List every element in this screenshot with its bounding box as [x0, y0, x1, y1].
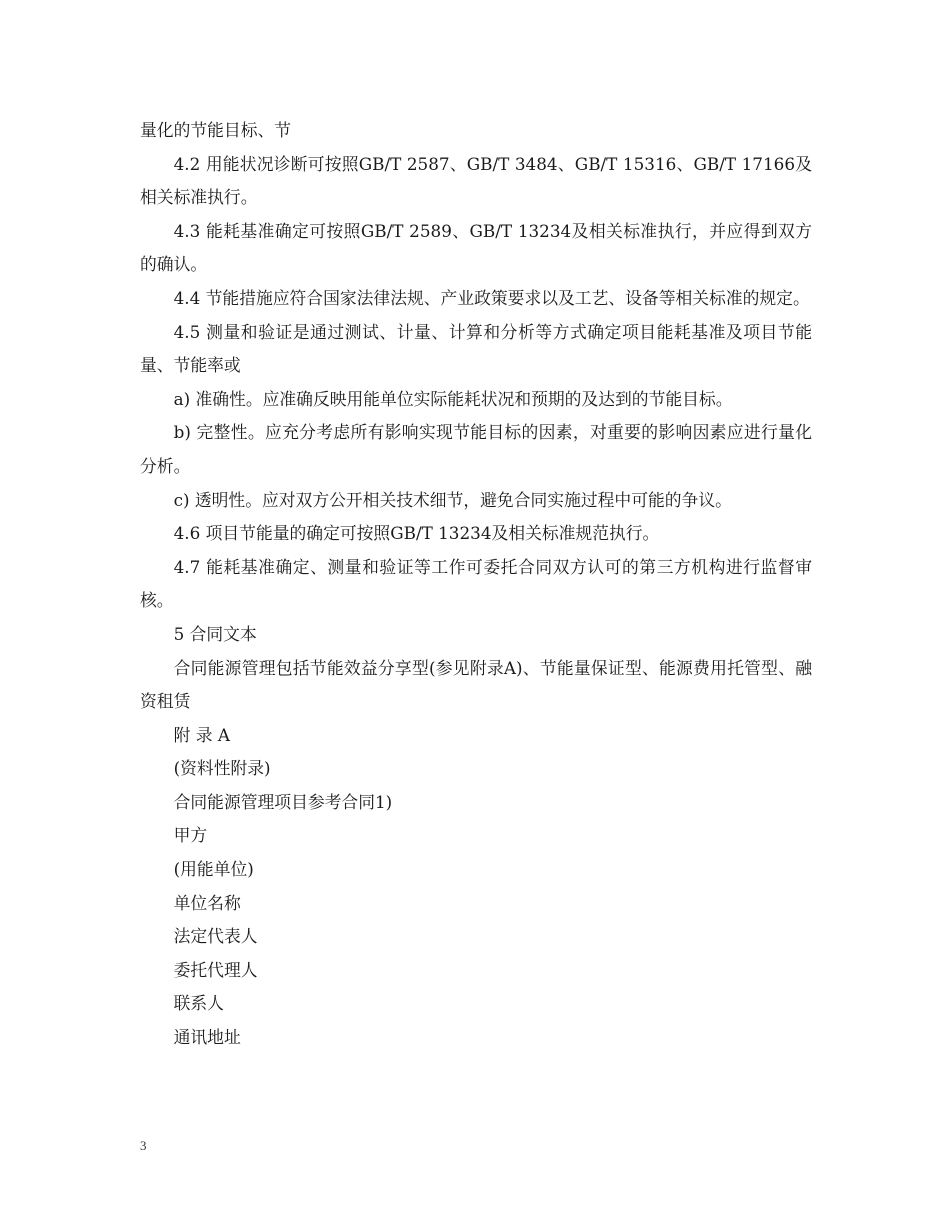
paragraph-4-7: 4.7 能耗基准确定、测量和验证等工作可委托合同双方认可的第三方机构进行监督审核。: [140, 556, 812, 611]
paragraph-4-4: 4.4 节能措施应符合国家法律法规、产业政策要求以及工艺、设备等相关标准的规定。: [173, 287, 810, 308]
paragraph-intro: 量化的节能目标、节: [140, 120, 292, 140]
paragraph-4-5: 4.5 测量和验证是通过测试、计量、计算和分析等方式确定项目能耗基准及项目节能量、节能率或: [140, 321, 812, 376]
document-body: [140, 114, 812, 1055]
page-number: 3: [140, 1138, 147, 1153]
contract-title: 合同能源管理项目参考合同1): [173, 791, 393, 812]
field-legal-representative: 法定代表人: [173, 926, 258, 947]
party-a-role: (用能单位): [173, 859, 254, 880]
list-item-a: a) 准确性。应准确反映用能单位实际能耗状况和预期的及达到的节能目标。: [173, 388, 733, 409]
paragraph-4-3: 4.3 能耗基准确定可按照GB/T 2589、GB/T 13234及相关标准执行，并应得到双方的确认。: [140, 220, 812, 275]
paragraph-contract-types: 合同能源管理包括节能效益分享型(参见附录A)、节能量保证型、能源费用托管型、融资租赁: [140, 657, 812, 712]
section-heading-5: 5 合同文本: [173, 623, 257, 644]
field-contact-person: 联系人: [173, 993, 224, 1014]
paragraph-4-2: 4.2 用能状况诊断可按照GB/T 2587、GB/T 3484、GB/T 15316、GB/T 17166及相关标准执行。: [140, 153, 812, 208]
list-item-c: c) 透明性。应对双方公开相关技术细节，避免合同实施过程中可能的争议。: [173, 489, 732, 510]
field-authorized-agent: 委托代理人: [173, 959, 258, 980]
appendix-title: 附 录 A: [173, 724, 230, 745]
appendix-subtitle: (资料性附录): [173, 758, 271, 779]
field-mailing-address: 通讯地址: [173, 1027, 241, 1048]
list-item-b: b) 完整性。应充分考虑所有影响实现节能目标的因素，对重要的影响因素应进行量化分析。: [140, 422, 812, 476]
field-unit-name: 单位名称: [173, 892, 241, 913]
paragraph-4-6: 4.6 项目节能量的确定可按照GB/T 13234及相关标准规范执行。: [173, 523, 660, 544]
party-a-label: 甲方: [173, 825, 208, 846]
